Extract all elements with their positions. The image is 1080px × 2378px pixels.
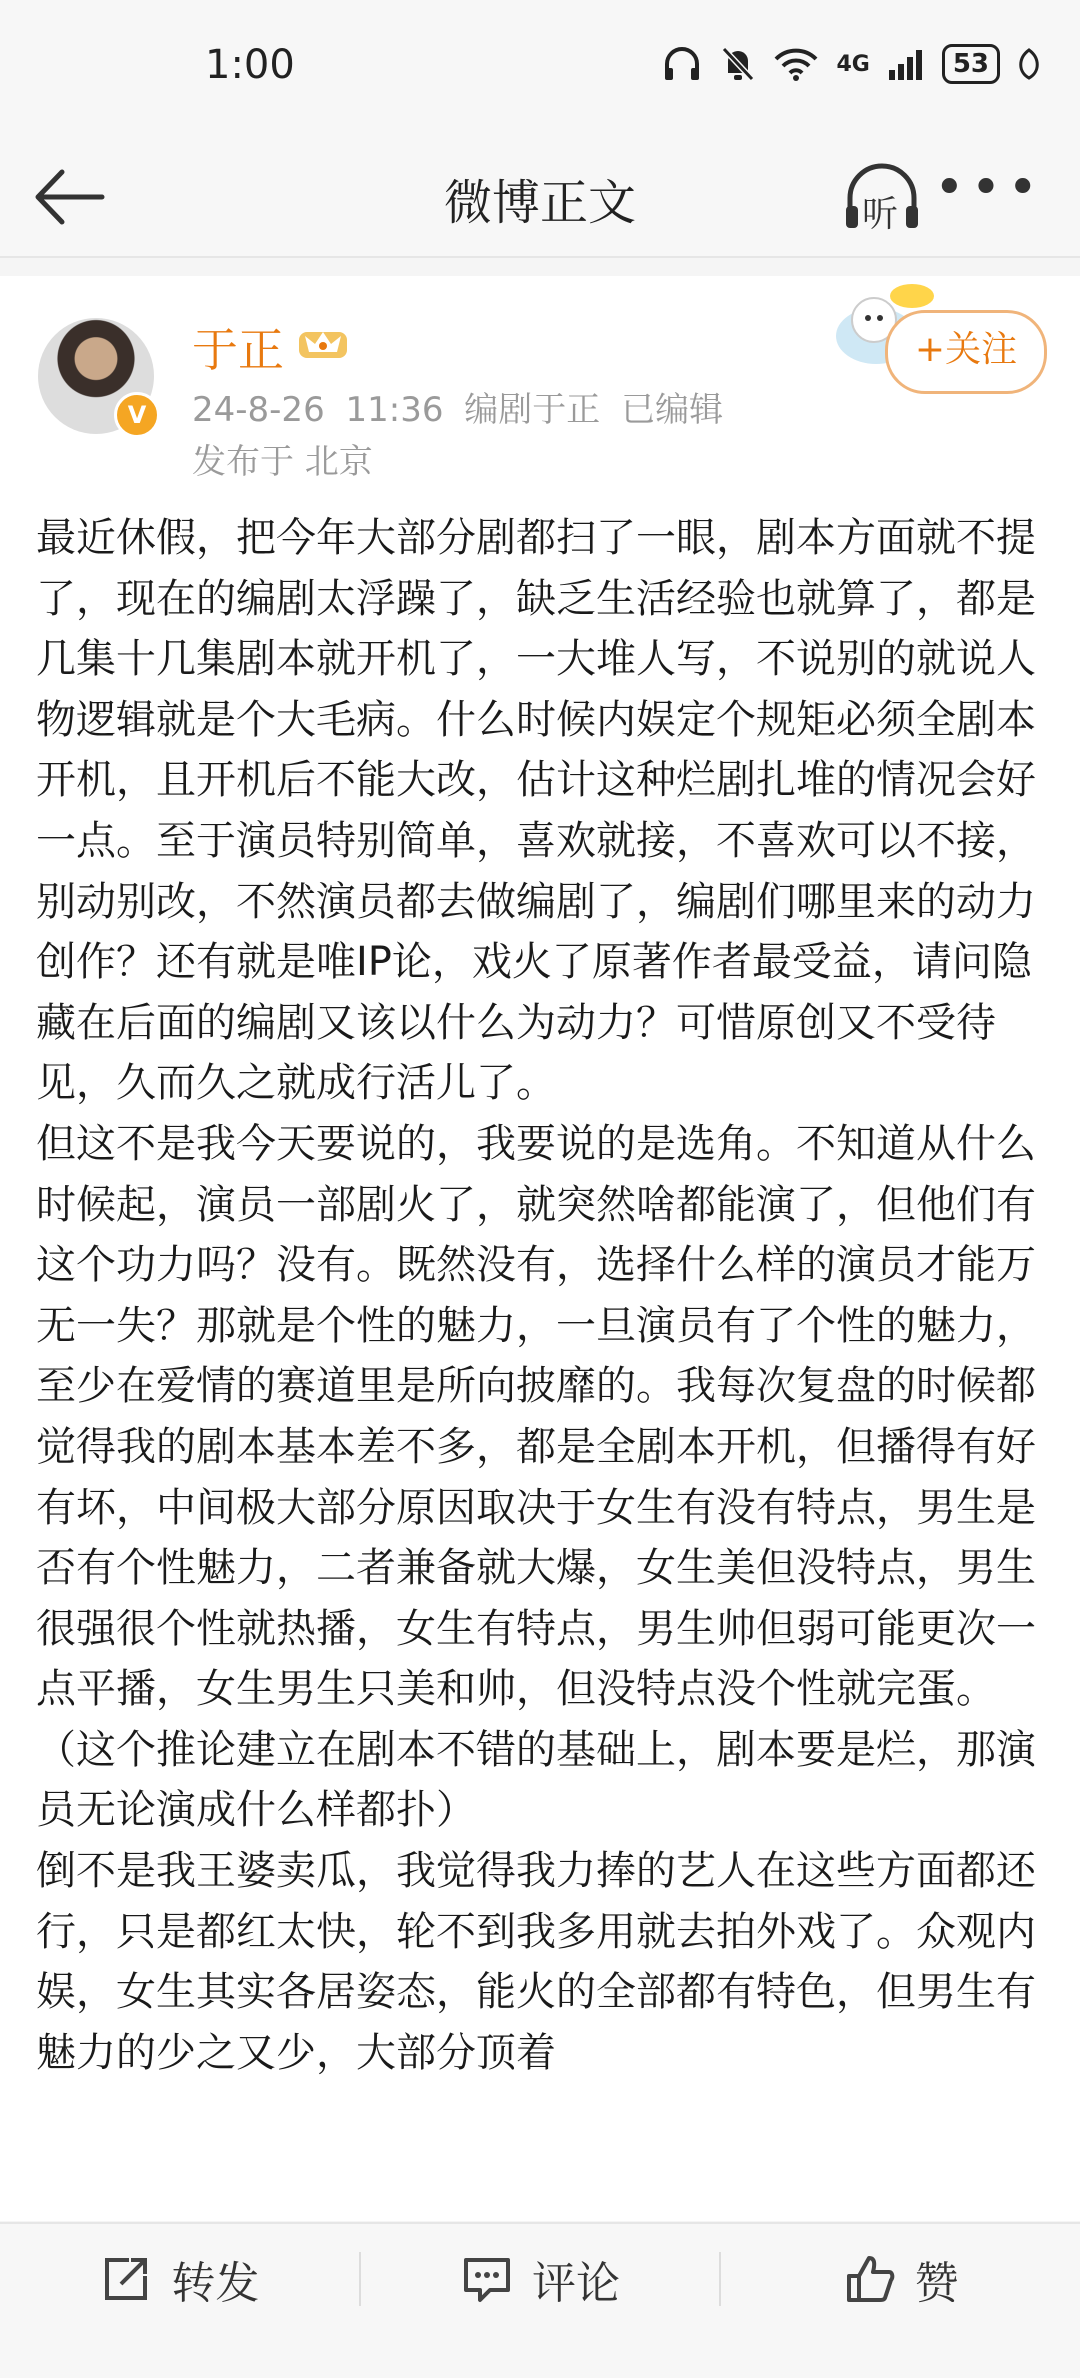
comment-button[interactable]	[361, 2224, 720, 2334]
navigation-bar	[0, 140, 1080, 258]
like-button[interactable]	[721, 2224, 1080, 2334]
more-options-icon[interactable]: •••	[933, 158, 1044, 218]
post-content	[36, 508, 1046, 2083]
post-paragraph: 但这不是我今天要说的，我要说的是选角。不知道从什么时候起，演员一部剧火了，就突然啥都能演了，但他们有这个功力吗？没有。既然没有，选择什么样的演员才能万无一失？那就是个性的魅力，一旦演员有了个性的魅力，至少在爱情的赛道里是所向披靡的。我每次复盘的时候都觉得我的剧本基本差不多，都是全剧本开机，但播得有好有坏，中间极大部分原因取决于女生有没有特点，男生是否有个性魅力，二者兼备就大爆，女生美但没特点，男生很强很个性就热播，女生有特点，男生帅但弱可能更次一点平播，女生男生只美和帅，但没特点没个性就完蛋。（这个推论建立在剧本不错的基础上，剧本要是烂，那演员无论演成什么样都扑）	[36, 1120, 1036, 1834]
author-name[interactable]: 于正	[192, 323, 284, 377]
status-time: 1:00	[205, 42, 295, 88]
page-title: 微博正文	[443, 175, 636, 231]
mute-bell-icon	[720, 45, 756, 83]
listen-button[interactable]	[840, 160, 924, 236]
repost-button[interactable]	[0, 2224, 359, 2334]
post-location: 发布于 北京	[192, 442, 373, 482]
leaf-icon	[1018, 48, 1040, 80]
signal-icon	[888, 48, 924, 80]
post-card	[0, 276, 1080, 2221]
status-icons	[662, 44, 1040, 84]
battery-indicator: 53	[942, 44, 1000, 84]
post-paragraph: 最近休假，把今年大部分剧都扫了一眼，剧本方面就不提了，现在的编剧太浮躁了，缺乏生活经验也就算了，都是几集十几集剧本就开机了，一大堆人写，不说别的就说人物逻辑就是个大毛病。什么时候内娱定个规矩必须全剧本开机，且开机后不能大改，估计这种烂剧扎堆的情况会好一点。至于演员特别简单，喜欢就接，不喜欢可以不接，别动别改，不然演员都去做编剧了，编剧们哪里来的动力创作？还有就是唯IP论，戏火了原著作者最受益，请问隐藏在后面的编剧又该以什么为动力？可惜原创又不受待见，久而久之就成行活儿了。	[36, 515, 1036, 1107]
thumbs-up-icon	[843, 2252, 897, 2306]
status-bar	[0, 0, 1080, 140]
post-meta: 24-8-26 11:36 编剧于正 已编辑	[192, 390, 724, 430]
like-label: 赞	[914, 2258, 959, 2309]
post-paragraph: 倒不是我王婆卖瓜，我觉得我力捧的艺人在这些方面都还行，只是都红太快，轮不到我多用就去拍外戏了。众观内娱，女生其实各居姿态，能火的全部都有特色，但男生有魅力的少之又少，大部分顶着	[36, 1848, 1036, 2076]
headphones-icon	[662, 46, 702, 82]
verified-badge-icon: V	[114, 392, 160, 438]
repost-icon	[99, 2252, 153, 2306]
action-bar	[0, 2222, 1080, 2378]
follow-button[interactable]: +关注	[885, 310, 1047, 394]
network-type: 4G	[836, 51, 870, 77]
wifi-icon	[774, 47, 818, 81]
listen-label: 听	[862, 194, 899, 235]
repost-label: 转发	[171, 2258, 260, 2309]
comment-label: 评论	[532, 2258, 620, 2309]
comment-icon	[460, 2252, 514, 2306]
crown-badge-icon[interactable]	[295, 322, 351, 362]
